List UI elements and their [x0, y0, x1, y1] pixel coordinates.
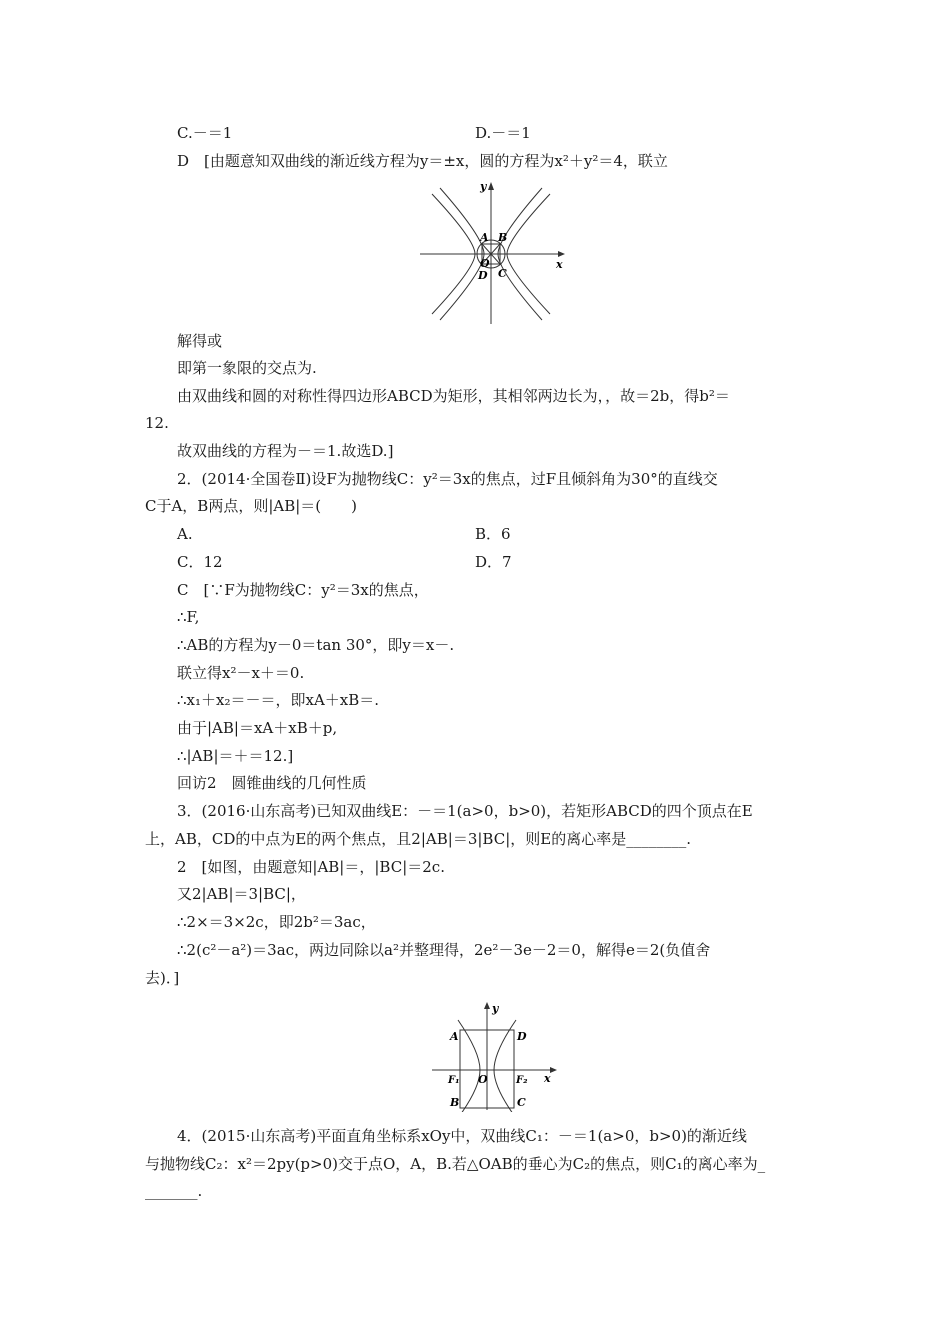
q1-label-a: A — [480, 231, 489, 244]
review2-heading: 回访2 圆锥曲线的几何性质 — [177, 774, 367, 792]
q3-solution-line1: 2 [如图，由题意知|AB|＝，|BC|＝2c. — [177, 858, 445, 876]
q1-hyperbola-circle-figure — [420, 178, 570, 326]
q1-conclusion-text: 故双曲线的方程为－＝1.故选D.] — [177, 442, 394, 460]
q3-label-d: D — [517, 1030, 527, 1043]
q2-stem-line2: C于A，B两点，则|AB|＝( ) — [145, 497, 358, 515]
q1-label-c: C — [498, 267, 507, 280]
q1-answer-line1: D [由题意知双曲线的渐近线方程为y＝±x，圆的方程为x²＋y²＝4，联立 — [177, 152, 668, 170]
q3-hyperbola-right — [494, 1020, 516, 1112]
q3-label-o: O — [478, 1073, 488, 1086]
q3-x-axis-arrow — [550, 1067, 557, 1073]
q2-solution-line6: 由于|AB|＝xA＋xB＋p, — [177, 719, 338, 737]
q1-solve-text: 解得或 — [177, 332, 223, 350]
q3-stem-line2: 上，AB，CD的中点为E的两个焦点，且2|AB|＝3|BC|，则E的离心率是________. — [145, 830, 691, 848]
q1-y-axis-arrow — [488, 182, 494, 190]
q3-y-axis-arrow — [484, 1002, 490, 1009]
q1-label-b: B — [498, 231, 508, 244]
q1-label-o: O — [480, 257, 490, 270]
q1-symmetry-continued: 12. — [145, 414, 169, 432]
q1-option-d: D.－＝1 — [475, 124, 531, 142]
q2-solution-line4: 联立得x²－x＋＝0. — [177, 664, 305, 682]
q2-solution-line1: C [∵F为抛物线C：y²＝3x的焦点， — [177, 581, 429, 599]
q3-label-f2: F₂ — [516, 1075, 528, 1086]
q1-symmetry-text: 由双曲线和圆的对称性得四边形ABCD为矩形，其相邻两边长为，，故＝2b，得b²＝ — [177, 387, 730, 405]
q2-option-a: A. — [177, 525, 193, 543]
q3-label-x: x — [544, 1072, 551, 1085]
q1-label-y: y — [480, 180, 487, 193]
q1-label-d: D — [478, 269, 488, 282]
q3-label-b: B — [450, 1096, 460, 1109]
q3-solution-line5: 去)．] — [145, 969, 180, 987]
q3-solution-line2: 又2|AB|＝3|BC|， — [177, 885, 306, 903]
q3-hyperbola-left — [458, 1020, 480, 1112]
q3-label-a: A — [450, 1030, 459, 1043]
q2-option-c: C．12 — [177, 553, 223, 571]
q1-option-c: C.－＝1 — [177, 124, 233, 142]
q3-rectangle-hyperbola-figure — [430, 1000, 560, 1112]
q3-solution-line3: ∴2×＝3×2c，即2b²＝3ac， — [177, 913, 376, 931]
q2-stem-line1: 2．(2014·全国卷Ⅱ)设F为抛物线C：y²＝3x的焦点，过F且倾斜角为30°的直线交 — [177, 470, 718, 488]
q3-label-f1: F₁ — [448, 1075, 460, 1086]
q2-option-b: B．6 — [475, 525, 511, 543]
q3-label-c: C — [517, 1096, 526, 1109]
q2-solution-line3: ∴AB的方程为y－0＝tan 30°，即y＝x－. — [177, 636, 455, 654]
q4-stem-line3: _______. — [145, 1182, 203, 1200]
q3-stem-line1: 3．(2016·山东高考)已知双曲线E：－＝1(a>0，b>0)，若矩形ABCD的四个顶点在E — [177, 802, 753, 820]
q2-solution-line7: ∴|AB|＝＋＝12.] — [177, 747, 294, 765]
q1-x-axis-arrow — [558, 251, 565, 257]
q3-solution-line4: ∴2(c²－a²)＝3ac，两边同除以a²并整理得，2e²－3e－2＝0，解得e＝2(负值舍 — [177, 941, 711, 959]
q1-label-x: x — [556, 258, 563, 271]
q4-stem-line1: 4．(2015·山东高考)平面直角坐标系xOy中，双曲线C₁：－＝1(a>0，b>0)的渐近线 — [177, 1127, 747, 1145]
q2-solution-line5: ∴x₁＋x₂＝－＝，即xA＋xB＝. — [177, 691, 380, 709]
q4-stem-line2: 与抛物线C₂：x²＝2py(p>0)交于点O，A，B.若△OAB的垂心为C₂的焦点，则C₁的离心率为_ — [145, 1155, 766, 1173]
q2-solution-line2: ∴F, — [177, 608, 200, 626]
q3-label-y: y — [492, 1002, 499, 1015]
q1-first-quadrant-text: 即第一象限的交点为. — [177, 359, 317, 377]
q2-option-d: D．7 — [475, 553, 512, 571]
